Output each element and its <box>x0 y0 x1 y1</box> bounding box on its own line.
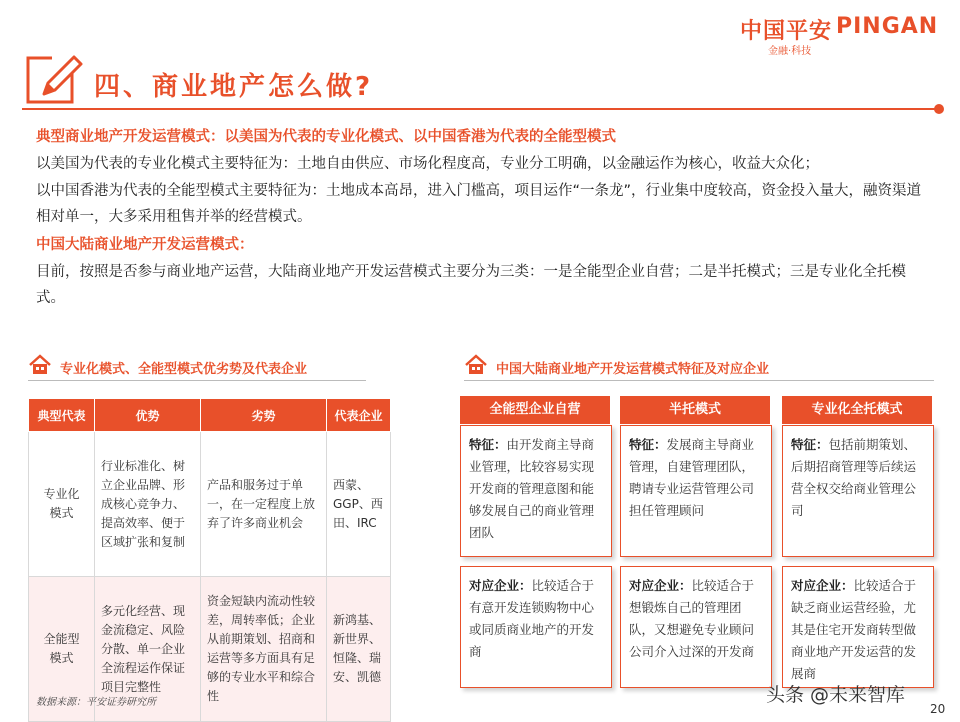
feature-label: 特征： <box>629 437 667 452</box>
left-section-title: 专业化模式、全能型模式优劣势及代表企业 <box>60 362 308 377</box>
feature-card-semi-trust <box>620 425 772 557</box>
table-row <box>29 432 391 577</box>
feature-card-self-operated <box>460 425 612 557</box>
right-section-title: 中国大陆商业地产开发运营模式特征及对应企业 <box>496 362 770 377</box>
table-header-cell: 劣势 <box>201 399 327 432</box>
company-text: 比较适合于想锻炼自己的管理团队，又想避免专业顾问公司介入过深的开发商 <box>629 578 755 659</box>
intro-line-2: 以中国香港为代表的全能型模式主要特征为：土地成本高昂，进入门槛高，项目运作“一条龙”，行业集中度较高，资金投入量大，融资渠道相对单一，大多采用租售并举的经营模式。 <box>36 183 922 225</box>
intro-line-1: 以美国为代表的专业化模式主要特征为：土地自由供应、市场化程度高，专业分工明确，以金融运作为核心，收益大众化； <box>36 156 819 172</box>
data-source-note: 数据来源：平安证券研究所 <box>36 697 156 708</box>
feature-label: 特征： <box>469 437 507 452</box>
feature-label: 特征： <box>791 437 829 452</box>
table-header-cell: 代表企业 <box>327 399 391 432</box>
table-cell-type: 全能型模式 <box>29 577 95 722</box>
title-divider <box>22 108 938 110</box>
mode-header-semi-trust: 半托模式 <box>620 396 770 424</box>
logo-chinese: 中国平安 <box>740 19 833 44</box>
left-section-rule <box>28 380 366 381</box>
intro-line-3: 目前，按照是否参与商业地产运营，大陆商业地产开发运营模式主要分为三类：一是全能型企业自营；二是半托模式；三是专业化全托模式。 <box>36 264 906 306</box>
table-cell-companies: 西蒙、GGP、西田、IRC <box>327 432 391 577</box>
mode-header-full-trust: 专业化全托模式 <box>782 396 932 424</box>
company-card-semi-trust <box>620 566 772 688</box>
company-text: 比较适合于缺乏商业运营经验，尤其是住宅开发商转型做商业地产开发运营的发展商 <box>791 578 917 681</box>
logo-english: PINGAN <box>836 14 939 39</box>
table-header-cell: 典型代表 <box>29 399 95 432</box>
company-card-full-trust <box>782 566 934 688</box>
logo-tagline: 金融·科技 <box>768 46 812 57</box>
feature-text: 包括前期策划、后期招商管理等后续运营全权交给商业管理公司 <box>791 437 917 518</box>
table-header-cell: 优势 <box>95 399 201 432</box>
table-cell-advantage: 多元化经营、现金流稳定、风险分散、单一企业全流程运作保证项目完整性 <box>95 577 201 722</box>
company-label: 对应企业： <box>629 578 692 593</box>
title-divider-dot <box>934 104 944 114</box>
pencil-icon <box>22 50 86 114</box>
feature-card-full-trust <box>782 425 934 557</box>
mode-header-self-operated: 全能型企业自营 <box>460 396 610 424</box>
intro-heading-2: 中国大陆商业地产开发运营模式： <box>36 237 254 253</box>
company-card-self-operated <box>460 566 612 688</box>
watermark: 头条 @未来智库 <box>766 684 906 706</box>
right-section-rule <box>464 380 934 381</box>
feature-text: 由开发商主导商业管理，比较容易实现开发商的管理意图和能够发展自己的商业管理团队 <box>469 437 595 540</box>
company-label: 对应企业： <box>469 578 532 593</box>
house-icon <box>28 354 52 376</box>
company-label: 对应企业： <box>791 578 854 593</box>
comparison-table <box>28 398 391 722</box>
page-number: 20 <box>930 702 946 716</box>
feature-text: 发展商主导商业管理，自建管理团队，聘请专业运营管理公司担任管理顾问 <box>629 437 755 518</box>
table-cell-companies: 新鸿基、新世界、恒隆、瑞安、凯德 <box>327 577 391 722</box>
page-title: 四、商业地产怎么做? <box>94 72 374 102</box>
house-icon <box>464 354 488 376</box>
table-header-row <box>29 399 391 432</box>
table-cell-disadvantage: 产品和服务过于单一，在一定程度上放弃了许多商业机会 <box>201 432 327 577</box>
table-cell-type: 专业化模式 <box>29 432 95 577</box>
intro-heading-1: 典型商业地产开发运营模式：以美国为代表的专业化模式、以中国香港为代表的全能型模式 <box>36 129 616 145</box>
table-cell-advantage: 行业标准化、树立企业品牌、形成核心竞争力、提高效率、便于区域扩张和复制 <box>95 432 201 577</box>
table-cell-disadvantage: 资金短缺内流动性较差，周转率低；企业从前期策划、招商和运营等多方面具有足够的专业水平和综合性 <box>201 577 327 722</box>
company-text: 比较适合于有意开发连锁购物中心或同质商业地产的开发商 <box>469 578 595 659</box>
